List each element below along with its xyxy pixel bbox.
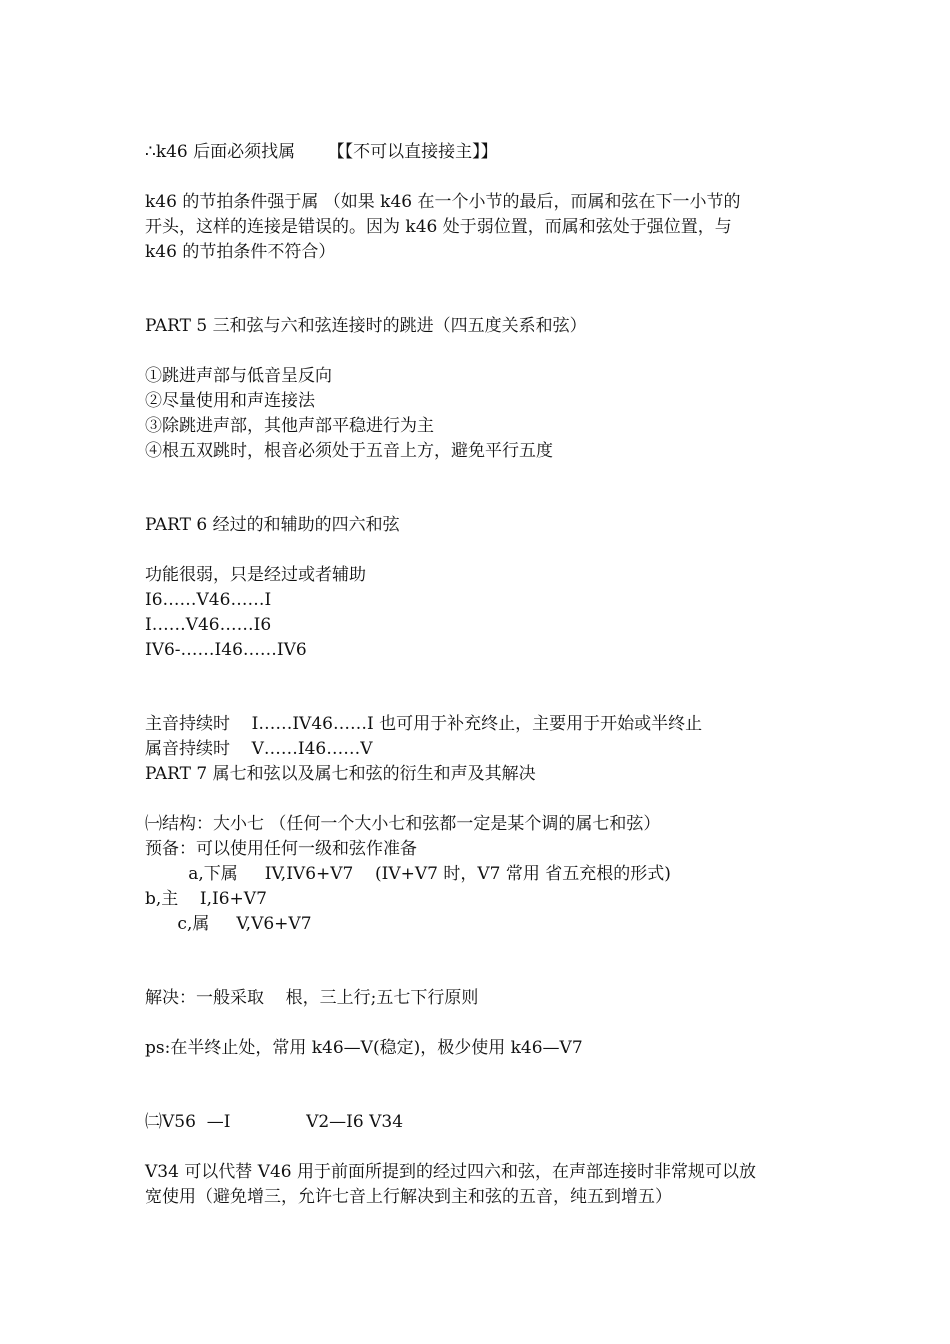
text-line: c,属 V,V6+V7 bbox=[145, 914, 312, 934]
section-heading: PART 7 属七和弦以及属七和弦的衍生和声及其解决 bbox=[145, 764, 536, 784]
text-line: k46 的节拍条件不符合） bbox=[145, 242, 336, 262]
section-heading: PART 5 三和弦与六和弦连接时的跳进（四五度关系和弦） bbox=[145, 316, 587, 336]
text-line: 宽使用（避免增三，允许七音上行解决到主和弦的五音，纯五到增五） bbox=[145, 1187, 672, 1207]
text-line: I……V46……I6 bbox=[145, 615, 272, 635]
text-line: ㈠结构：大小七 （任何一个大小七和弦都一定是某个调的属七和弦） bbox=[145, 814, 661, 834]
list-item: ③除跳进声部，其他声部平稳进行为主 bbox=[145, 416, 434, 436]
text-line: I6……V46……I bbox=[145, 590, 272, 610]
text-line: b,主 I,I6+V7 bbox=[145, 889, 267, 909]
text-line: 开头，这样的连接是错误的。因为 k46 处于弱位置，而属和弦处于强位置，与 bbox=[145, 217, 732, 237]
text-line: ps:在半终止处，常用 k46—V(稳定)，极少使用 k46—V7 bbox=[145, 1038, 583, 1058]
text-line: 功能很弱，只是经过或者辅助 bbox=[145, 565, 366, 585]
text-line: 属音持续时 V……I46……V bbox=[145, 739, 373, 759]
list-item: ④根五双跳时，根音必须处于五音上方，避免平行五度 bbox=[145, 441, 553, 461]
text-line: 主音持续时 I……IV46……I 也可用于补充终止，主要用于开始或半终止 bbox=[145, 714, 703, 734]
text-line: 预备：可以使用任何一级和弦作准备 bbox=[145, 839, 417, 859]
text-line: ㈡V56 —I V2—I6 V34 bbox=[145, 1112, 404, 1132]
text-line: IV6-……I46……IV6 bbox=[145, 640, 307, 660]
text-line: a,下属 IV,IV6+V7 (IV+V7 时，V7 常用 省五充根的形式) bbox=[145, 864, 671, 884]
text-line: k46 的节拍条件强于属 （如果 k46 在一个小节的最后，而属和弦在下一小节的 bbox=[145, 192, 741, 212]
section-heading: PART 6 经过的和辅助的四六和弦 bbox=[145, 515, 400, 535]
list-item: ①跳进声部与低音呈反向 bbox=[145, 366, 332, 386]
text-line: 解决：一般采取 根，三上行;五七下行原则 bbox=[145, 988, 479, 1008]
text-line: ∴k46 后面必须找属 【【不可以直接接主】】 bbox=[145, 142, 498, 162]
list-item: ②尽量使用和声连接法 bbox=[145, 391, 315, 411]
text-line: V34 可以代替 V46 用于前面所提到的经过四六和弦，在声部连接时非常规可以放 bbox=[145, 1162, 757, 1182]
